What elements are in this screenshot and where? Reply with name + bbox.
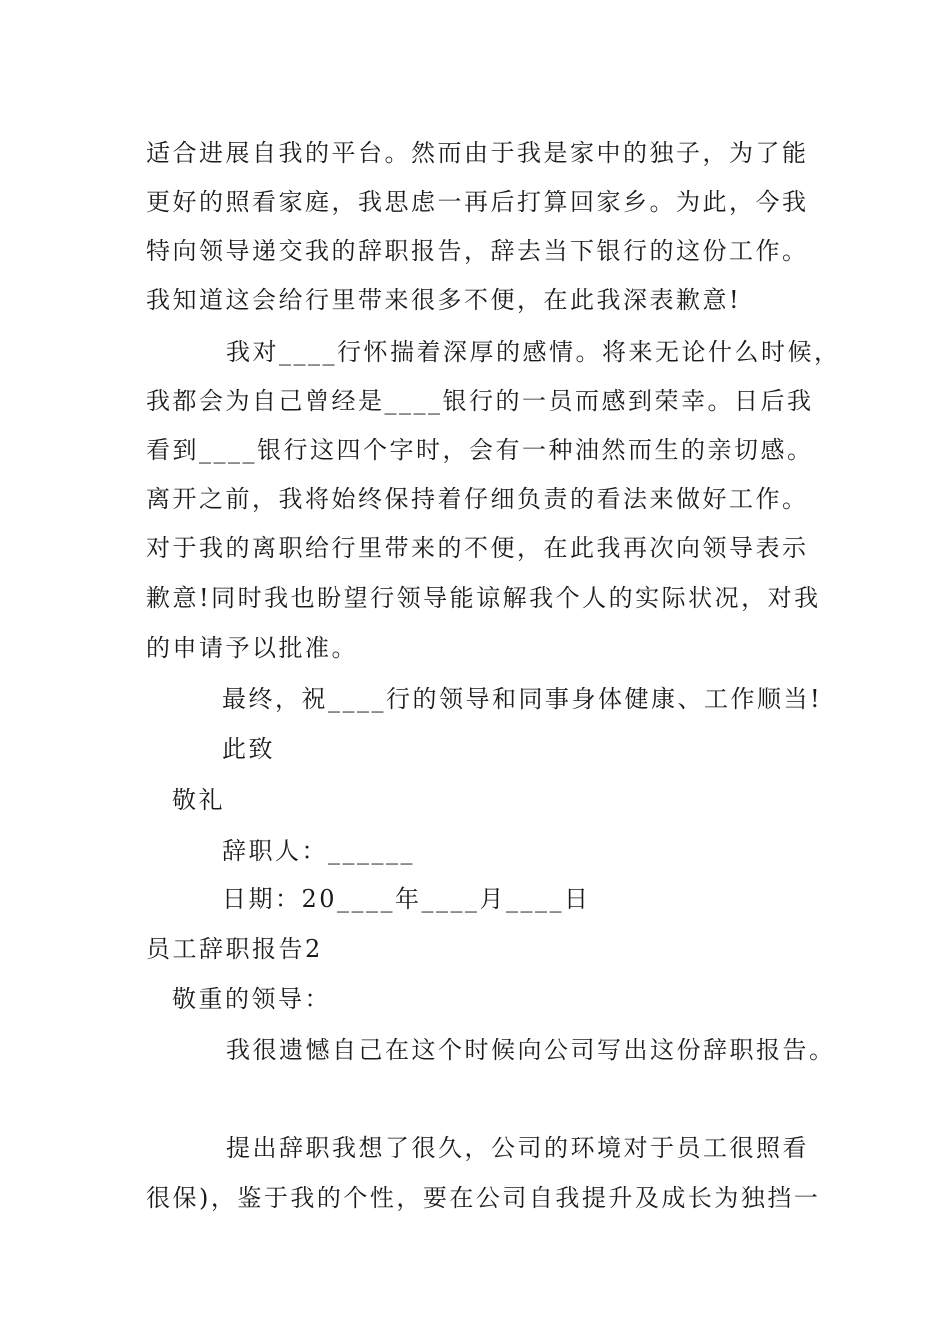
salutation-ci-zhi: 此致 xyxy=(222,735,275,763)
greeting: 敬重的领导： xyxy=(172,985,331,1013)
text-line: 很保)，鉴于我的个性，要在公司自我提升及成长为独挡一 xyxy=(146,1184,821,1212)
text-line: 看到____银行这四个字时，会有一种油然而生的亲切感。 xyxy=(146,436,814,464)
text-line: 对于我的离职给行里带来的不便，在此我再次向领导表示 xyxy=(146,534,809,562)
text-line: 我都会为自己曾经是____银行的一员而感到荣幸。日后我 xyxy=(146,387,814,415)
text-line: 提出辞职我想了很久，公司的环境对于员工很照看 xyxy=(226,1134,809,1162)
text-line: 我知道这会给行里带来很多不便，在此我深表歉意! xyxy=(146,286,742,314)
salutation-jing-li: 敬礼 xyxy=(172,786,225,814)
closing-wish: 最终，祝____行的领导和同事身体健康、工作顺当! xyxy=(222,685,823,713)
date-line: 日期：20____年____月____日 xyxy=(222,885,591,913)
text-line: 离开之前，我将始终保持着仔细负责的看法来做好工作。 xyxy=(146,485,809,513)
text-line: 的申请予以批准。 xyxy=(146,634,358,662)
text-line: 适合进展自我的平台。然而由于我是家中的独子，为了能 xyxy=(146,139,809,167)
signature-line: 辞职人：______ xyxy=(222,837,415,865)
text-line: 更好的照看家庭，我思虑一再后打算回家乡。为此，今我 xyxy=(146,188,809,216)
text-line: 特向领导递交我的辞职报告，辞去当下银行的这份工作。 xyxy=(146,237,809,265)
section-heading: 员工辞职报告2 xyxy=(146,935,323,963)
text-line: 歉意!同时我也盼望行领导能谅解我个人的实际状况，对我 xyxy=(146,584,821,612)
text-line: 我很遗憾自己在这个时候向公司写出这份辞职报告。 xyxy=(226,1036,836,1064)
text-line: 我对____行怀揣着深厚的感情。将来无论什么时候， xyxy=(226,338,841,366)
